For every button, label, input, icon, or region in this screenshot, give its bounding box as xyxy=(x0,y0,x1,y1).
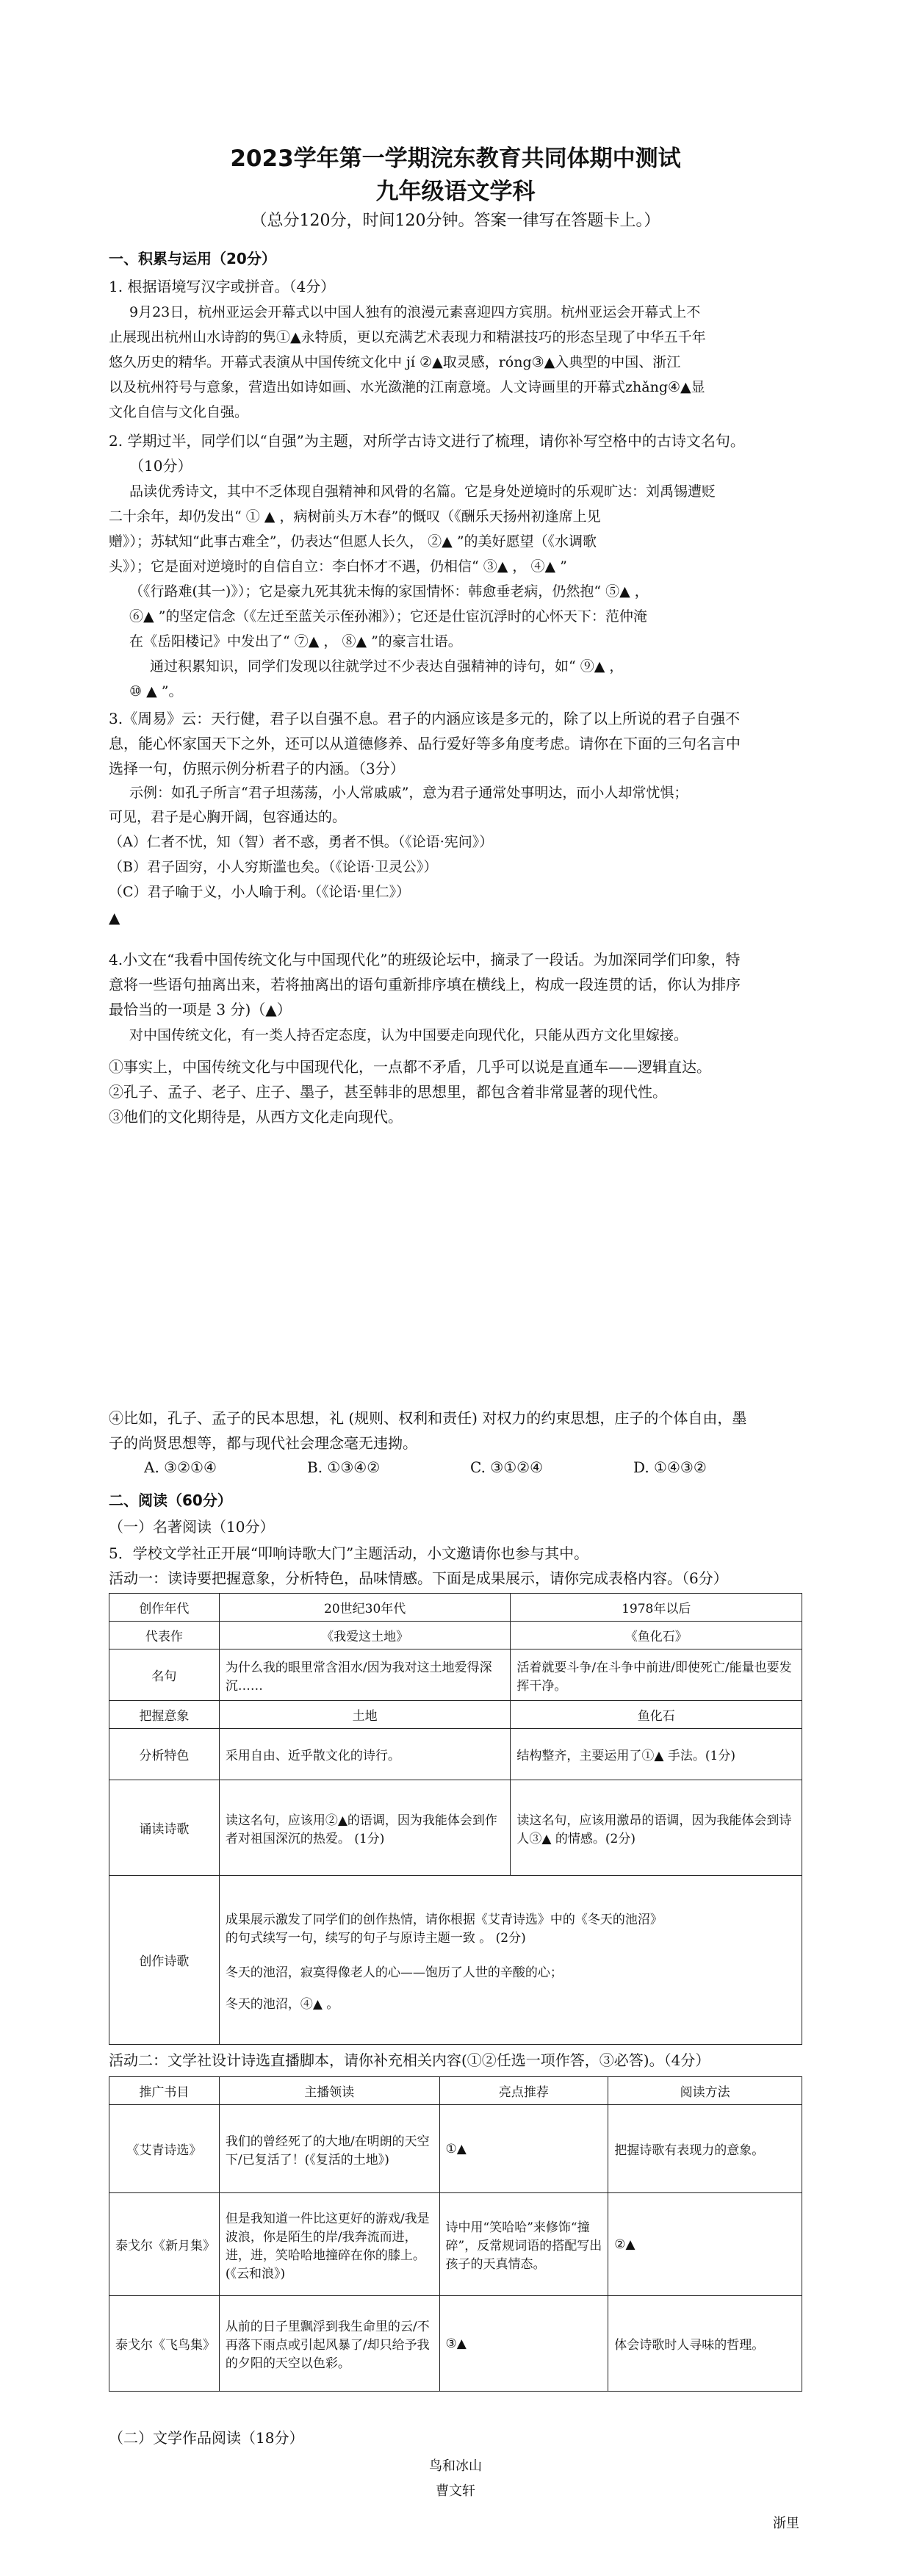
q2-line: ⑥▲ ”的坚定信念（《左迁至蓝关示侄孙湘》）；它还是仕宦沉浮时的心怀天下：范仲淹 xyxy=(129,608,647,625)
q4-choice-a: A. ③②①④ xyxy=(144,1458,217,1476)
activity2-table xyxy=(109,2076,802,2392)
table-cell xyxy=(219,1876,802,2045)
q3-answer: ▲ xyxy=(109,909,120,927)
table-cell: 把握诗歌有表现力的意象。 xyxy=(608,2105,802,2193)
corner-mark: 浙里 xyxy=(773,2516,799,2531)
q4-quote: 对中国传统文化，有一类人持否定态度，认为中国要走向现代化，只能从西方文化里嫁接。 xyxy=(129,1027,688,1043)
table-row xyxy=(109,1701,802,1729)
table-cell: 采用自由、近乎散文化的诗行。 xyxy=(219,1729,511,1780)
q1-line: 文化自信与文化自强。 xyxy=(109,404,249,420)
q5-prompt: 5．学校文学社正开展“叩响诗歌大门”主题活动，小文邀请你也参与其中。 xyxy=(109,1544,589,1562)
table-header-row xyxy=(109,2077,802,2105)
row-label: 诵读诗歌 xyxy=(109,1780,220,1876)
q2-line: 二十余年，却仍发出“ ① ▲ ，病树前头万木春”的慨叹（《酬乐天扬州初逢席上见 xyxy=(109,508,601,525)
table-cell: 《我爱这土地》 xyxy=(219,1622,511,1649)
q1-line: 悠久历史的精华。开幕式表演从中国传统文化中 jí ②▲取灵感，róng③▲入典型的中国、浙江 xyxy=(109,354,681,370)
q2-line: 通过积累知识，同学们发现以往就学过不少表达自强精神的诗句，如“ ⑨▲ ， xyxy=(150,658,624,674)
table-cell: 但是我知道一件比这更好的游戏/我是波浪，你是陌生的岸/我奔流而进，进，进，笑哈哈地撞碎在你的膝上。(《云和浪》) xyxy=(219,2193,439,2296)
table-row xyxy=(109,1729,802,1780)
table-cell: 我们的曾经死了的大地/在明朗的天空下/已复活了！(《复活的土地》) xyxy=(219,2105,439,2193)
q3-option-b: （B）君子固穷，小人穷斯滥也矣。（《论语·卫灵公》） xyxy=(109,859,438,875)
q3-example: 示例：如孔子所言“君子坦荡荡，小人常戚戚”，意为君子通常处事明达，而小人却常忧惧； xyxy=(129,785,688,801)
table-cell: 《鱼化石》 xyxy=(511,1622,802,1649)
table-cell: 体会诗歌时人寻味的哲理。 xyxy=(608,2296,802,2392)
table-cell: 读这名句，应该用激昂的语调，因为我能体会到诗人③▲ 的情感。(2分) xyxy=(511,1780,802,1876)
q2-line: 品读优秀诗文，其中不乏体现自强精神和风骨的名篇。它是身处逆境时的乐观旷达：刘禹锡遭贬 xyxy=(129,483,716,500)
table-row xyxy=(109,2105,802,2193)
table-cell: 从前的日子里飘浮到我生命里的云/不再落下雨点或引起风暴了/却只给予我的夕阳的天空以色彩。 xyxy=(219,2296,439,2392)
exam-title: 2023学年第一学期浣东教育共同体期中测试 xyxy=(230,145,681,172)
row-label: 分析特色 xyxy=(109,1729,220,1780)
article-author: 曹文轩 xyxy=(436,2483,475,2499)
q2-line: ⑩ ▲ ”。 xyxy=(129,683,183,699)
table-header-cell: 20世纪30年代 xyxy=(219,1594,511,1622)
part1-heading: （一）名著阅读（10分） xyxy=(109,1518,275,1536)
table-header-cell: 主播领读 xyxy=(219,2077,439,2105)
row-label: 名句 xyxy=(109,1649,220,1701)
q2-prompt-score: （10分） xyxy=(129,457,192,475)
create-line: 冬天的池沼，寂寞得像老人的心——饱历了人世的辛酸的心； xyxy=(225,1965,563,1980)
table-cell: 活着就要斗争/在斗争中前进/即使死亡/能量也要发挥干净。 xyxy=(511,1649,802,1701)
q4-prompt: 意将一些语句抽离出来，若将抽离出的语句重新排序填在横线上，构成一段连贯的话，你认为排序 xyxy=(109,976,741,993)
q1-line: 9月23日，杭州亚运会开幕式以中国人独有的浪漫元素喜迎四方宾朋。杭州亚运会开幕式上不 xyxy=(129,304,701,320)
activity1-prompt: 活动一：读诗要把握意象，分析特色，品味情感。下面是成果展示，请你完成表格内容。（6分） xyxy=(109,1569,728,1587)
q3-option-c: （C）君子喻于义，小人喻于利。（《论语·里仁》） xyxy=(109,884,411,900)
row-label: 把握意象 xyxy=(109,1701,220,1729)
q2-prompt: 2. 学期过半，同学们以“自强”为主题，对所学古诗文进行了梳理，请你补写空格中的古诗文名句。 xyxy=(109,432,745,450)
table-cell: ①▲ xyxy=(439,2105,608,2193)
q4-statement-4: ④比如，孔子、孟子的民本思想，礼 (规则、权利和责任) 对权力的约束思想，庄子的个体自由，墨 xyxy=(109,1409,747,1427)
q4-choice-b: B. ①③④② xyxy=(307,1458,381,1476)
q4-choice-c: C. ③①②④ xyxy=(470,1458,544,1476)
table-cell: 为什么我的眼里常含泪水/因为我对这土地爱得深沉…… xyxy=(219,1649,511,1701)
q4-choice-d: D. ①④③② xyxy=(633,1458,707,1476)
table-row xyxy=(109,2296,802,2392)
table-row xyxy=(109,1876,802,2045)
activity1-table xyxy=(109,1593,802,2045)
q3-option-a: （A）仁者不忧，知（智）者不惑，勇者不惧。（《论语·宪问》） xyxy=(109,834,494,850)
create-line: 成果展示激发了同学们的创作热情，请你根据《艾青诗选》中的《冬天的池沼》 xyxy=(225,1912,663,1927)
q2-line: 赠》）；苏轼知“此事古难全”，仍表达“但愿人长久， ②▲ ”的美好愿望（《水调歌 xyxy=(109,533,597,550)
q4-statement-3: ③他们的文化期待是，从西方文化走向现代。 xyxy=(109,1108,403,1126)
table-row xyxy=(109,1649,802,1701)
create-line: 的句式续写一句，续写的句子与原诗主题一致 。 (2分) xyxy=(225,1930,526,1946)
table-cell: ③▲ xyxy=(439,2296,608,2392)
row-label: 代表作 xyxy=(109,1622,220,1649)
q4-prompt: 4.小文在“我看中国传统文化与中国现代化”的班级论坛中，摘录了一段话。为加深同学们印象，特 xyxy=(109,951,741,968)
q4-statement-4: 子的尚贤思想等，都与现代社会理念毫无违拗。 xyxy=(109,1434,417,1452)
table-header-cell: 亮点推荐 xyxy=(439,2077,608,2105)
section1-heading: 一、积累与运用（20分） xyxy=(109,250,276,267)
table-header-row xyxy=(109,1594,802,1622)
article-title: 鸟和冰山 xyxy=(429,2458,482,2474)
table-row xyxy=(109,1622,802,1649)
exam-note: （总分120分，时间120分钟。答案一律写在答题卡上。） xyxy=(251,212,660,230)
table-cell: 鱼化石 xyxy=(511,1701,802,1729)
create-line: 冬天的池沼，④▲ 。 xyxy=(225,1996,339,2012)
table-row xyxy=(109,2193,802,2296)
section2-heading: 二、阅读（60分） xyxy=(109,1492,232,1509)
q4-statement-1: ①事实上，中国传统文化与中国现代化，一点都不矛盾，几乎可以说是直通车——逻辑直达。 xyxy=(109,1058,711,1076)
q2-line: （《行路难(其一)》）；它是豪九死其犹未悔的家国情怀：韩愈垂老病，仍然抱“ ⑤▲ ， xyxy=(129,583,649,600)
subject-title: 九年级语文学科 xyxy=(375,179,536,205)
table-header-cell: 1978年以后 xyxy=(511,1594,802,1622)
q4-statement-2: ②孔子、孟子、老子、庄子、墨子，甚至韩非的思想里，都包含着非常显著的现代性。 xyxy=(109,1083,667,1101)
table-cell: ②▲ xyxy=(608,2193,802,2296)
q1-line: 以及杭州符号与意象，营造出如诗如画、水光潋滟的江南意境。人文诗画里的开幕式zhǎng④▲显 xyxy=(109,379,705,395)
book-cell: 泰戈尔《新月集》 xyxy=(109,2193,220,2296)
q3-example: 可见，君子是心胸开阔，包容通达的。 xyxy=(109,809,347,825)
q4-prompt: 最恰当的一项是 3 分)（▲） xyxy=(109,1001,292,1018)
table-header-cell: 推广书目 xyxy=(109,2077,220,2105)
book-cell: 《艾青诗选》 xyxy=(109,2105,220,2193)
book-cell: 泰戈尔《飞鸟集》 xyxy=(109,2296,220,2392)
table-row xyxy=(109,1780,802,1876)
part2-heading: （二）文学作品阅读（18分） xyxy=(109,2429,304,2447)
activity2-prompt: 活动二：文学社设计诗选直播脚本，请你补充相关内容(①②任选一项作答，③必答)。（4分） xyxy=(109,2051,710,2069)
q2-line: 头》）；它是面对逆境时的自信自立：李白怀才不遇，仍相信“ ③▲ ， ④▲ ” xyxy=(109,558,567,575)
q1-prompt: 1. 根据语境写汉字或拼音。（4分） xyxy=(109,278,336,295)
table-cell: 诗中用“笑哈哈”来修饰“撞碎”，反常规词语的搭配写出孩子的天真情态。 xyxy=(439,2193,608,2296)
q3-prompt: 选择一句，仿照示例分析君子的内涵。（3分） xyxy=(109,760,405,777)
table-cell: 土地 xyxy=(219,1701,511,1729)
q3-prompt: 息，能心怀家国天下之外，还可以从道德修养、品行爱好等多角度考虑。请你在下面的三句名言中 xyxy=(109,735,741,752)
table-header-cell: 阅读方法 xyxy=(608,2077,802,2105)
table-cell: 结构整齐，主要运用了①▲ 手法。(1分) xyxy=(511,1729,802,1780)
row-label: 创作诗歌 xyxy=(109,1876,220,2045)
q2-line: 在《岳阳楼记》中发出了“ ⑦▲ ， ⑧▲ ”的豪言壮语。 xyxy=(129,633,462,650)
table-header-cell: 创作年代 xyxy=(109,1594,220,1622)
q3-prompt: 3.《周易》云：天行健，君子以自强不息。君子的内涵应该是多元的，除了以上所说的君子自强不 xyxy=(109,710,741,727)
table-cell: 读这名句，应该用②▲的语调，因为我能体会到作者对祖国深沉的热爱。 (1分) xyxy=(219,1780,511,1876)
q1-line: 止展现出杭州山水诗韵的隽①▲永特质，更以充满艺术表现力和精湛技巧的形态呈现了中华五千年 xyxy=(109,329,706,345)
